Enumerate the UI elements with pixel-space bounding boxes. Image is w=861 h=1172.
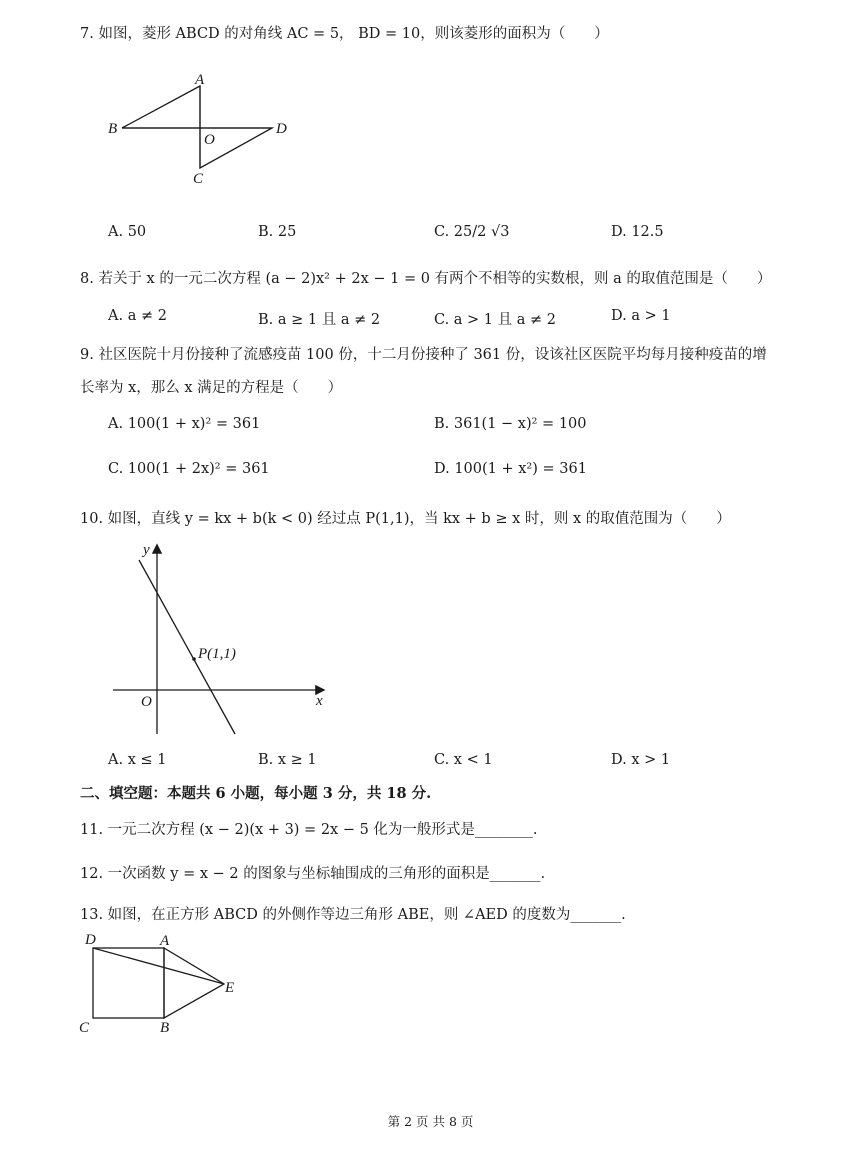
q10-option-a: A. x ≤ 1: [108, 752, 167, 768]
triangle-abe: [164, 948, 224, 1018]
page-footer: 第 2 页 共 8 页: [387, 1114, 474, 1129]
q10-stem: 10. 如图，直线 y = kx + b(k < 0) 经过点 P(1,1)，当 kx + b ≥ x 时，则 x 的取值范围为（ ）: [80, 511, 731, 527]
label-e: E: [225, 980, 235, 996]
label-c: C: [79, 1020, 90, 1036]
q8-option-b: B. a ≥ 1 且 a ≠ 2: [258, 312, 381, 328]
q9-option-d: D. 100(1 + x²) = 361: [434, 461, 587, 477]
label-o: O: [204, 132, 215, 148]
q8-stem: 8. 若关于 x 的一元二次方程 (a − 2)x² + 2x − 1 = 0 有两个不相等的实数根，则 a 的取值范围是（ ）: [80, 271, 772, 287]
q9-stem-line2: 长率为 x，那么 x 满足的方程是（ ）: [80, 380, 343, 396]
label-a: A: [195, 72, 205, 88]
q12-stem: 12. 一次函数 y = x − 2 的图象与坐标轴围成的三角形的面积是_______.: [80, 866, 546, 882]
rhombus-outline: [122, 86, 272, 168]
label-b: B: [160, 1020, 170, 1036]
label-a: A: [160, 933, 170, 949]
label-x: x: [316, 693, 323, 709]
q7-option-a: A. 50: [108, 224, 147, 240]
point-p: [192, 657, 196, 661]
section-2-title: 二、填空题：本题共 6 小题，每小题 3 分，共 18 分.: [80, 785, 432, 802]
label-d: D: [85, 932, 96, 948]
label-origin: O: [141, 694, 152, 710]
q10-option-b: B. x ≥ 1: [258, 752, 317, 768]
q9-option-b: B. 361(1 − x)² = 100: [434, 416, 587, 432]
q9-option-a: A. 100(1 + x)² = 361: [108, 416, 261, 432]
label-d: D: [276, 121, 287, 137]
square-abcd: [93, 948, 164, 1018]
label-b: B: [108, 121, 118, 137]
label-c: C: [193, 171, 204, 187]
q7-option-d: D. 12.5: [611, 224, 664, 240]
q10-graph-figure: [105, 538, 335, 738]
q7-rhombus-figure: [100, 70, 300, 190]
q9-option-c: C. 100(1 + 2x)² = 361: [108, 461, 270, 477]
q11-stem: 11. 一元二次方程 (x − 2)(x + 3) = 2x − 5 化为一般形式是________.: [80, 822, 538, 838]
q9-stem-line1: 9. 社区医院十月份接种了流感疫苗 100 份，十二月份接种了 361 份，设该社区医院平均每月接种疫苗的增: [80, 347, 767, 363]
label-y: y: [143, 542, 150, 558]
q8-option-d: D. a > 1: [611, 308, 671, 324]
segment-de: [93, 948, 224, 984]
q13-stem: 13. 如图，在正方形 ABCD 的外侧作等边三角形 ABE，则 ∠AED 的度数为_______.: [80, 907, 626, 923]
q8-option-c: C. a > 1 且 a ≠ 2: [434, 312, 556, 328]
q7-stem: 7. 如图，菱形 ABCD 的对角线 AC = 5， BD = 10，则该菱形的面积为（ ）: [80, 26, 609, 42]
label-p: P(1,1): [198, 646, 236, 662]
q10-option-c: C. x < 1: [434, 752, 493, 768]
q13-square-triangle-figure: [76, 928, 256, 1043]
q7-option-c: C. 25/2 √3: [434, 224, 510, 240]
q10-option-d: D. x > 1: [611, 752, 671, 768]
q7-option-b: B. 25: [258, 224, 297, 240]
q8-option-a: A. a ≠ 2: [108, 308, 167, 324]
